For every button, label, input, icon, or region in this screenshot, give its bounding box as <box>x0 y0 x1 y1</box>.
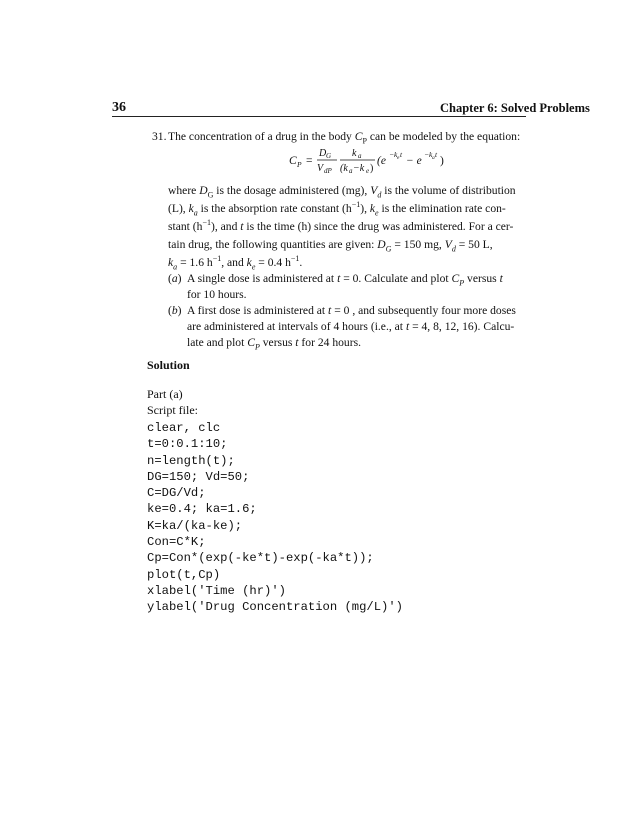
eq-frac2-den: (k <box>340 163 348 174</box>
header-rule <box>112 116 526 117</box>
part-a-label: (a) <box>168 272 182 285</box>
eq-exp1: −k <box>389 150 398 159</box>
code-line: Con=C*K; <box>147 535 206 550</box>
eq-frac2-den-mid: −k <box>353 163 365 174</box>
problem-line-2: (L), $k_a$ is the absorption rate constant $(h^{-1})$, $k_e$ is the elimination rate con- <box>168 200 506 218</box>
code-line: C=DG/Vd; <box>147 486 206 501</box>
problem-line-4: tain drug, the following quantities are given: $D_G = 150$ mg, $V_d = 50$ L, <box>168 238 493 254</box>
eq-frac1-den: V <box>317 163 324 174</box>
code-line: n=length(t); <box>147 453 235 468</box>
eq-exp2: −k <box>424 150 433 159</box>
eq-paren-close: ) <box>440 155 444 167</box>
eq-frac2-den-sub2: e <box>366 167 370 175</box>
code-line: Cp=Con*(exp(-ke*t)-exp(-ka*t)); <box>147 551 374 566</box>
problem-intro-text: The concentration of a drug in the body <box>168 130 352 143</box>
eq-lhs-sub: P <box>297 160 302 169</box>
code-line: t=0:0.1:10; <box>147 437 228 452</box>
part-b-line-2: are administered at intervals of 4 hours (i.e., at t = 4, 8, 12, 16). Calcu- <box>187 320 515 333</box>
eq-frac1-num-sub: G <box>326 152 332 160</box>
eq-exp1-t: t <box>400 150 403 159</box>
part-b-line-1: A first dose is administered at t = 0 , and subsequently four more doses <box>187 304 516 317</box>
code-line: DG=150; Vd=50; <box>147 469 250 484</box>
solution-part-label: Part (a) <box>147 387 183 401</box>
eq-paren-open: (e <box>377 155 386 167</box>
code-line: ylabel('Drug Concentration (mg/L)') <box>147 600 403 615</box>
part-a-line-1: A single dose is administered at t = 0. Calculate and plot $C_P$ versus t <box>187 272 503 288</box>
eq-frac2-den-sub1: a <box>349 167 353 175</box>
part-b-label: (b) <box>168 304 182 317</box>
problem-number: 31. <box>152 130 167 143</box>
script-file-label: Script file: <box>147 403 198 417</box>
code-line: clear, clc <box>147 421 221 435</box>
problem-line-3: stant $(h^{-1})$, and t is the time (h) since the drug was administered. For a cer- <box>168 218 514 233</box>
problem-line-5: $k_a = 1.6$ $h^{-1}$, and $k_e = 0.4$ $h^{-1}$. <box>168 254 303 272</box>
eq-exp1-sub: e <box>397 155 400 161</box>
part-a-line-2: for 10 hours. <box>187 288 247 301</box>
code-block <box>147 420 403 616</box>
eq-frac2-num-sub: a <box>358 152 362 160</box>
eq-frac1-den-sub: dP <box>324 167 332 175</box>
page-number: 36 <box>112 100 126 115</box>
problem-intro-line <box>168 129 520 145</box>
eq-frac1-num: D <box>319 148 327 159</box>
code-line: K=ka/(ka-ke); <box>147 518 243 533</box>
chapter-title: Chapter 6: Solved Problems <box>440 101 590 115</box>
eq-frac2-den-end: ) <box>370 163 374 174</box>
code-line: ke=0.4; ka=1.6; <box>147 502 257 517</box>
eq-equals: = <box>306 155 313 167</box>
code-line: plot(t,Cp) <box>147 567 221 582</box>
solution-heading: Solution <box>147 358 190 372</box>
problem-line-1: where $D_G$ is the dosage administered (mg), $V_d$ is the volume of distribution <box>168 184 516 200</box>
var-sub: P <box>362 136 367 146</box>
eq-minus: − e <box>406 155 422 167</box>
eq-exp2-t: t <box>435 150 438 159</box>
eq-exp2-sub: a <box>432 155 435 161</box>
code-line: xlabel('Time (hr)') <box>147 583 286 598</box>
eq-frac2-num: k <box>352 148 357 159</box>
var-c: C <box>354 130 363 143</box>
eq-lhs: C <box>289 155 297 167</box>
problem-intro-end: can be modeled by the equation: <box>369 130 521 143</box>
part-b-line-3: late and plot $C_P$ versus t for 24 hours. <box>187 336 361 352</box>
concentration-equation <box>289 147 449 177</box>
